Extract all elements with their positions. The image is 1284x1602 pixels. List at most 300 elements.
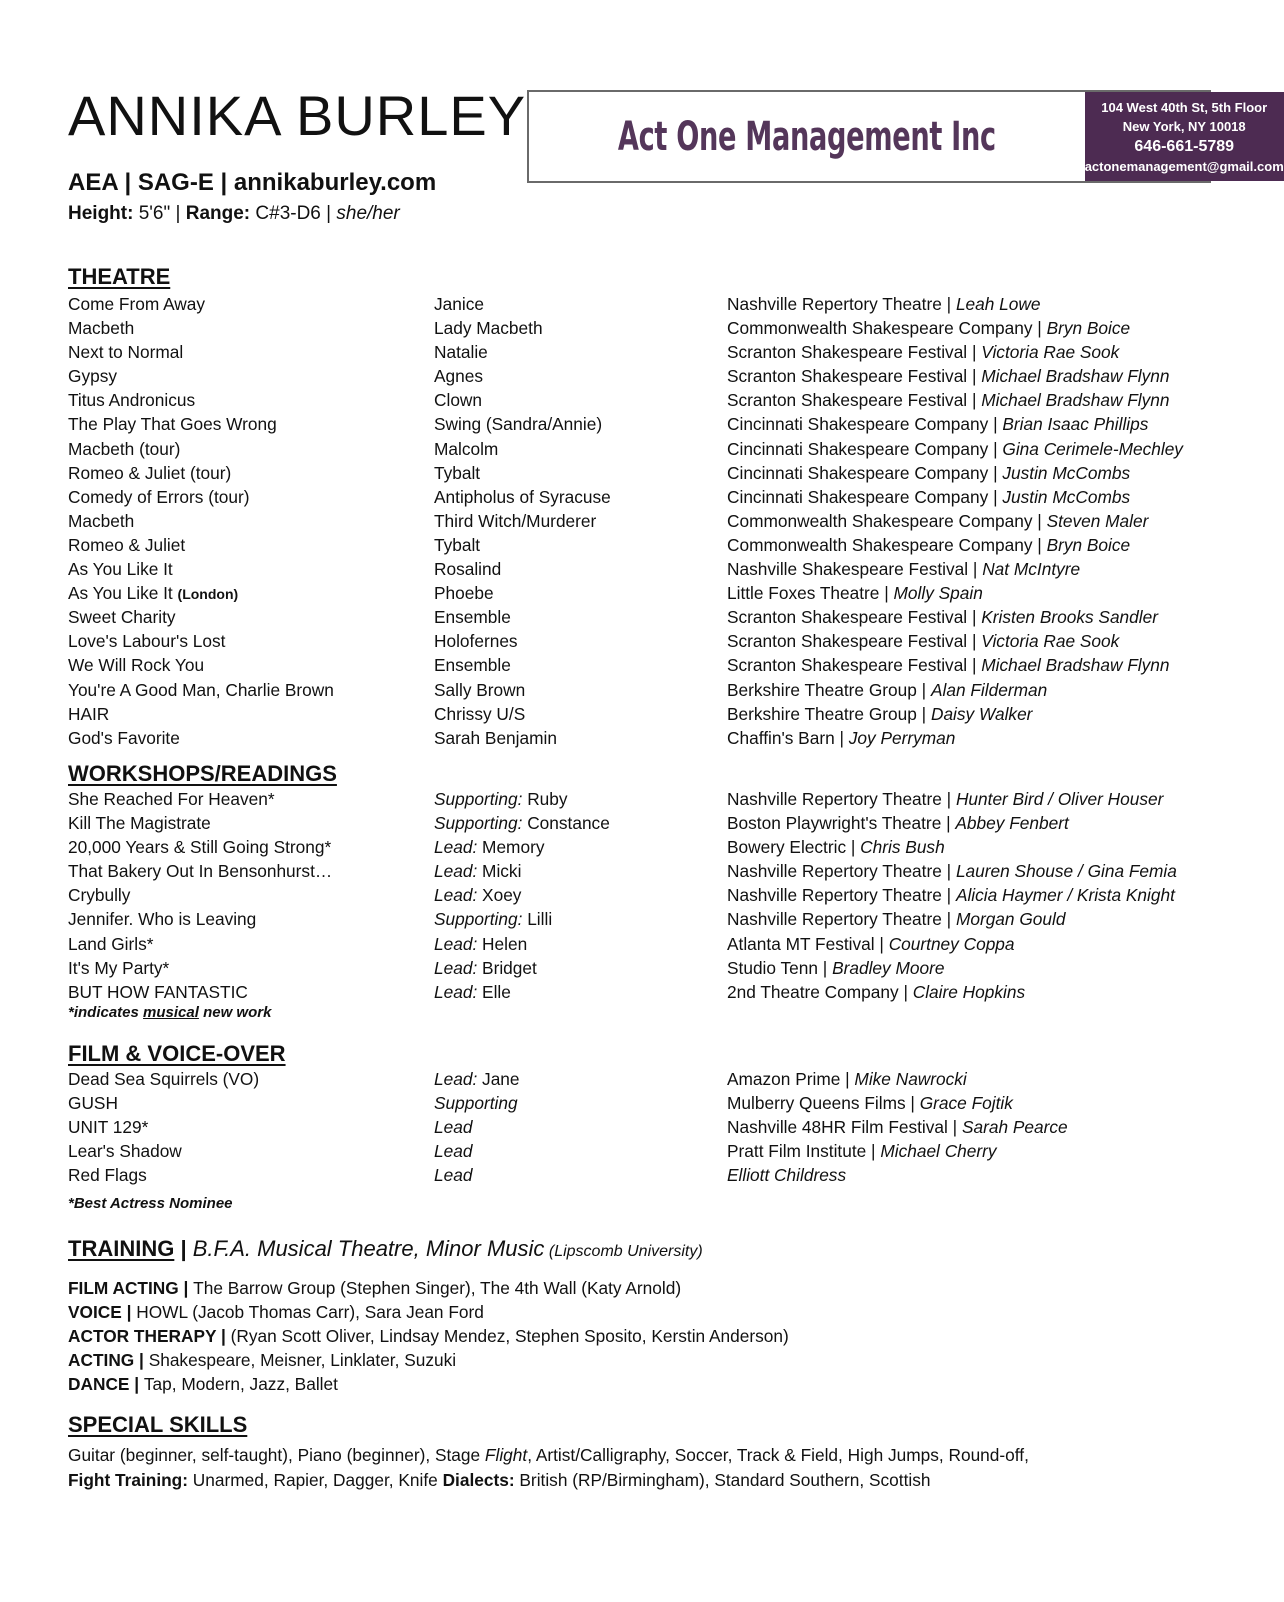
company-name: Mulberry Queens Films | [727,1093,920,1114]
credit-show [68,702,109,726]
role-name: Chrissy U/S [434,703,526,724]
credit-row [68,653,1218,677]
credit-row [68,956,1218,980]
credit-row [68,364,1218,388]
show-title: It's My Party* [68,957,170,978]
credit-show [68,726,180,750]
credit-show [68,340,183,364]
director-name: Michael Cherry [880,1141,997,1162]
credit-show [68,437,180,461]
credit-company [727,388,1170,412]
company-name: Studio Tenn | [727,957,833,978]
director-name: Bryn Boice [1046,534,1131,555]
credit-role [434,653,511,677]
credit-row [68,509,1218,533]
credit-company [727,292,1041,316]
credit-company [727,1115,1068,1139]
training-line [68,1372,338,1396]
credit-role [434,907,552,931]
credit-row [68,678,1218,702]
credit-row [68,1067,1218,1091]
workshops-heading: WORKSHOPS/READINGS [68,761,337,786]
note-text-a: *indicates [68,1004,144,1021]
role-type: Lead: [434,1069,478,1089]
credit-company [727,907,1065,931]
training-separator: | [174,1236,193,1261]
credit-company [727,316,1130,340]
credit-role [434,557,501,581]
director-name: Chris Bush [860,837,945,858]
company-name: Scranton Shakespeare Festival | [727,366,982,387]
company-name: Nashville Repertory Theatre | [727,294,956,314]
credit-role [434,1091,518,1115]
credit-show [68,1139,182,1163]
director-name: Courtney Coppa [888,933,1015,954]
credit-role [434,292,484,316]
company-name: Scranton Shakespeare Festival | [727,607,982,628]
company-name: Scranton Shakespeare Festival | [727,390,982,411]
company-name: Chaffin's Barn | [727,727,849,748]
role-type: Supporting: [434,909,523,930]
note-text-c: new work [198,1004,272,1021]
director-name: Joy Perryman [848,727,956,748]
credit-row [68,702,1218,726]
director-name: Mike Nawrocki [854,1069,967,1089]
fight-training-label: Fight Training: [68,1470,188,1490]
credit-show [68,835,331,859]
workshop-credits [68,787,1218,1004]
show-title: Sweet Charity [68,607,176,628]
role-name: Swing (Sandra/Annie) [434,414,603,435]
credit-row [68,316,1218,340]
skills-text-a: Guitar (beginner, self-taught), Piano (beginner), Stage [68,1445,485,1465]
role-name: Phoebe [434,583,494,604]
range-label: Range: [185,203,251,224]
credit-role [434,702,525,726]
company-name: Nashville Repertory Theatre | [727,789,956,809]
director-name: Abbey Fenbert [955,813,1069,834]
film-heading: FILM & VOICE-OVER [68,1041,286,1066]
credit-row [68,557,1218,581]
role-name: Helen [477,933,528,954]
credit-role [434,533,480,557]
credit-role [434,726,557,750]
credit-company [727,364,1170,388]
credit-show [68,859,332,883]
company-name: Commonwealth Shakespeare Company | [727,318,1047,339]
credit-company [727,485,1130,509]
director-name: Claire Hopkins [912,981,1026,1002]
show-title: Red Flags [68,1165,147,1186]
credit-company [727,1163,846,1187]
show-title: She Reached For Heaven* [68,789,275,809]
show-title: 20,000 Years & Still Going Strong* [68,837,332,858]
company-name: Nashville Shakespeare Festival | [727,559,983,580]
role-type: Lead [434,1117,473,1138]
credit-row [68,1163,1218,1187]
credit-role [434,412,602,436]
role-name: Constance [522,813,610,834]
director-name: Hunter Bird / Oliver Houser [955,789,1164,809]
role-name: Tybalt [434,462,481,483]
credit-company [727,980,1025,1004]
company-name: Cincinnati Shakespeare Company | [727,486,1003,507]
credit-company [727,437,1183,461]
show-title: That Bakery Out In Bensonhurst… [68,861,333,882]
training-line [68,1276,681,1300]
company-name: Cincinnati Shakespeare Company | [727,462,1003,483]
company-name: Scranton Shakespeare Festival | [727,631,982,652]
credit-role [434,364,483,388]
theatre-credits [68,292,1218,750]
credit-role [434,1067,520,1091]
agency-address-line2: New York, NY 10018 [1122,118,1246,134]
credit-company [727,653,1170,677]
credit-role [434,316,543,340]
credit-role [434,1115,472,1139]
credit-company [727,932,1015,956]
credit-show [68,1115,148,1139]
show-title: Gypsy [68,366,117,387]
show-title: Macbeth (tour) [68,438,181,459]
company-name: Cincinnati Shakespeare Company | [727,414,1003,435]
credit-show [68,956,169,980]
credit-company [727,726,955,750]
role-type: Lead: [434,957,478,978]
role-type: Lead: [434,885,478,906]
director-name: Gina Cerimele-Mechley [1002,438,1183,459]
show-title: Macbeth [68,318,135,339]
credit-role [434,340,488,364]
training-title: TRAINING [68,1236,175,1261]
credit-company [727,1091,1013,1115]
director-name: Michael Bradshaw Flynn [981,390,1170,411]
credit-row [68,980,1218,1004]
training-text: HOWL (Jacob Thomas Carr), Sara Jean Ford [136,1302,484,1322]
show-title: GUSH [68,1093,118,1114]
nominee-note: *Best Actress Nominee [68,1195,233,1212]
show-title: Comedy of Errors (tour) [68,486,250,507]
credit-role [434,485,611,509]
credit-show [68,461,231,485]
company-name: Nashville 48HR Film Festival | [727,1117,962,1138]
credit-row [68,629,1218,653]
role-name: Third Witch/Murderer [434,510,597,531]
dialects-text: British (RP/Birmingham), Standard Southern, Scottish [514,1470,931,1490]
credit-show [68,629,225,653]
director-name: Victoria Rae Sook [981,631,1120,652]
agency-address-line1: 104 West 40th St, 5th Floor [1101,99,1268,115]
role-type: Lead: [434,861,478,882]
show-title: Land Girls* [68,933,154,954]
show-title: Romeo & Juliet [68,534,186,555]
company-name: Scranton Shakespeare Festival | [727,655,982,676]
show-title: Come From Away [68,294,206,314]
director-name: Justin McCombs [1002,486,1131,507]
role-name: Janice [434,294,484,314]
credit-row [68,437,1218,461]
actor-name: ANNIKA BURLEY [68,84,527,147]
credit-role [434,605,511,629]
company-name: Berkshire Theatre Group | [727,679,931,700]
credit-company [727,883,1175,907]
credit-role [434,388,482,412]
role-name: Sally Brown [434,679,526,700]
credit-role [434,1139,472,1163]
director-name: Victoria Rae Sook [981,342,1120,363]
credit-role [434,509,596,533]
note-text-b: musical [143,1004,199,1021]
height-label: Height: [68,203,134,224]
credit-row [68,932,1218,956]
credit-row [68,1139,1218,1163]
training-text: Tap, Modern, Jazz, Ballet [143,1374,338,1394]
credit-company [727,1139,997,1163]
credit-show [68,533,185,557]
credit-role [434,883,521,907]
show-title: As You Like It [68,583,178,604]
training-line [68,1348,456,1372]
director-name: Bradley Moore [832,957,945,978]
company-name: Berkshire Theatre Group | [727,703,931,724]
credit-show [68,1067,259,1091]
show-title: UNIT 129* [68,1117,149,1138]
credit-company [727,956,944,980]
role-name: Sarah Benjamin [434,727,557,748]
credit-show [68,485,250,509]
credit-row [68,787,1218,811]
show-title: Titus Andronicus [68,390,196,411]
director-name: Leah Lowe [955,294,1041,314]
role-name: Bridget [477,957,537,978]
company-name: Little Foxes Theatre | [727,583,894,604]
skills-heading: SPECIAL SKILLS [68,1412,248,1437]
company-name: Nashville Repertory Theatre | [727,909,956,930]
show-title: Lear's Shadow [68,1141,182,1162]
credit-row [68,340,1218,364]
fight-training-text: Unarmed, Rapier, Dagger, Knife [188,1470,443,1490]
director-name: Brian Isaac Phillips [1002,414,1149,435]
company-name: Cincinnati Shakespeare Company | [727,438,1003,459]
range-value: C#3-D6 | [250,203,337,224]
credit-company [727,605,1158,629]
credit-role [434,437,498,461]
credit-company [727,1067,967,1091]
training-degree: B.F.A. Musical Theatre, Minor Music [192,1236,545,1261]
company-name: 2nd Theatre Company | [727,981,913,1002]
role-name: Clown [434,390,483,411]
agency-logo [529,92,1085,181]
credit-role [434,835,544,859]
agency-phone: 646-661-5789 [1134,137,1235,155]
credit-row [68,388,1218,412]
show-title: You're A Good Man, Charlie Brown [68,679,334,700]
role-type: Supporting: [434,789,523,809]
role-name: Tybalt [434,534,481,555]
show-title: Macbeth [68,510,135,531]
training-heading [68,1236,703,1262]
height-value: 5'6" | [133,203,186,224]
director-name: Michael Bradshaw Flynn [981,366,1170,387]
show-title: We Will Rock You [68,655,205,676]
credit-row [68,292,1218,316]
credit-role [434,678,525,702]
role-name: Natalie [434,342,488,363]
director-name: Bryn Boice [1046,318,1131,339]
credit-show [68,811,211,835]
director-name: Daisy Walker [930,703,1033,724]
role-type: Lead [434,1141,473,1162]
role-name: Lilli [522,909,553,930]
agency-logo-box [527,90,1284,183]
show-title: Jennifer. Who is Leaving [68,909,257,930]
role-name: Lady Macbeth [434,318,543,339]
director-name: Kristen Brooks Sandler [981,607,1158,628]
credit-show [68,364,117,388]
training-line [68,1324,789,1348]
credit-row [68,581,1218,605]
credit-row [68,907,1218,931]
credit-role [434,859,521,883]
company-name: Commonwealth Shakespeare Company | [727,534,1047,555]
credit-show [68,1091,118,1115]
director-name: Molly Spain [893,583,983,604]
credit-show [68,316,134,340]
role-type: Lead: [434,837,478,858]
role-type: Supporting: [434,813,523,834]
credit-show [68,883,130,907]
company-name: Scranton Shakespeare Festival | [727,342,982,363]
show-title: BUT HOW FANTASTIC [68,981,248,1002]
credit-show [68,388,195,412]
show-title: God's Favorite [68,727,180,748]
director-name: Nat McIntyre [982,559,1081,580]
show-title: As You Like It [68,559,173,580]
director-name: Grace Fojtik [919,1093,1013,1114]
role-name: Malcolm [434,438,499,459]
company-name: Nashville Repertory Theatre | [727,885,956,906]
company-name: Nashville Repertory Theatre | [727,861,956,882]
credit-row [68,726,1218,750]
credit-show [68,581,238,606]
role-name: Memory [477,837,545,858]
credit-role [434,1163,472,1187]
credit-show [68,412,277,436]
director-name: Steven Maler [1046,510,1149,531]
credit-show [68,678,334,702]
show-title: Kill The Magistrate [68,813,211,834]
show-title: The Play That Goes Wrong [68,414,277,435]
credit-row [68,533,1218,557]
credit-row [68,605,1218,629]
credit-show [68,509,134,533]
credit-company [727,461,1130,485]
theatre-heading: THEATRE [68,264,171,289]
agency-email: actonemanagement@gmail.com [1084,158,1284,174]
credit-company [727,412,1148,436]
credit-company [727,629,1119,653]
company-name: Amazon Prime | [727,1069,855,1089]
skills-line-2 [68,1468,931,1493]
training-label: DANCE | [68,1374,144,1394]
role-name: Micki [477,861,522,882]
company-name: Atlanta MT Festival | [727,933,889,954]
role-name: Ensemble [434,607,511,628]
credit-company [727,533,1130,557]
credit-company [727,581,983,605]
role-name: Holofernes [434,631,518,652]
director-name: Alicia Haymer / Krista Knight [955,885,1175,906]
credit-row [68,883,1218,907]
credit-row [68,1115,1218,1139]
dialects-label: Dialects: [442,1470,515,1490]
credit-role [434,956,537,980]
skills-line-1 [68,1443,1029,1468]
role-name: Antipholus of Syracuse [434,486,611,507]
credit-company [727,859,1177,883]
credit-show [68,1163,147,1187]
director-name: Alan Filderman [930,679,1048,700]
director-name: Sarah Pearce [961,1117,1068,1138]
credit-role [434,581,494,605]
credit-role [434,787,568,811]
credit-show [68,980,248,1004]
role-type: Lead: [434,981,478,1002]
show-title: Romeo & Juliet (tour) [68,462,232,483]
role-name: Elle [477,981,511,1002]
company-name: Bowery Electric | [727,837,861,858]
show-title: Next to Normal [68,342,184,363]
credit-company [727,678,1047,702]
role-name: Xoey [477,885,522,906]
credit-row [68,461,1218,485]
credit-company [727,702,1032,726]
union-affiliations: AEA | SAG-E | annikaburley.com [68,169,437,196]
role-type: Supporting [434,1093,518,1114]
film-credits [68,1067,1218,1187]
show-note: (London) [177,586,239,603]
training-text: The Barrow Group (Stephen Singer), The 4th Wall (Katy Arnold) [193,1278,682,1298]
company-name: Pratt Film Institute | [727,1141,881,1162]
role-name: Rosalind [434,559,502,580]
credit-company [727,787,1163,811]
role-name: Ruby [522,789,568,809]
credit-show [68,605,176,629]
training-school: (Lipscomb University) [544,1243,703,1260]
show-title: Crybully [68,885,131,906]
actor-stats [68,203,400,225]
credit-company [727,835,945,859]
director-name: Elliott Childress [727,1165,847,1186]
credit-role [434,461,480,485]
role-name: Agnes [434,366,484,387]
credit-company [727,340,1119,364]
director-name: Morgan Gould [955,909,1066,930]
director-name: Justin McCombs [1002,462,1131,483]
credit-company [727,557,1080,581]
director-name: Lauren Shouse / Gina Femia [955,861,1177,882]
company-name: Commonwealth Shakespeare Company | [727,510,1047,531]
training-line [68,1300,484,1324]
skills-text-b: Flight [484,1445,528,1465]
credit-row [68,835,1218,859]
role-name: Jane [477,1069,520,1089]
training-label: VOICE | [68,1302,137,1322]
skills-text-c: , Artist/Calligraphy, Soccer, Track & Field, High Jumps, Round-off, [527,1445,1029,1465]
director-name: Michael Bradshaw Flynn [981,655,1170,676]
role-type: Lead [434,1165,473,1186]
credit-row [68,811,1218,835]
